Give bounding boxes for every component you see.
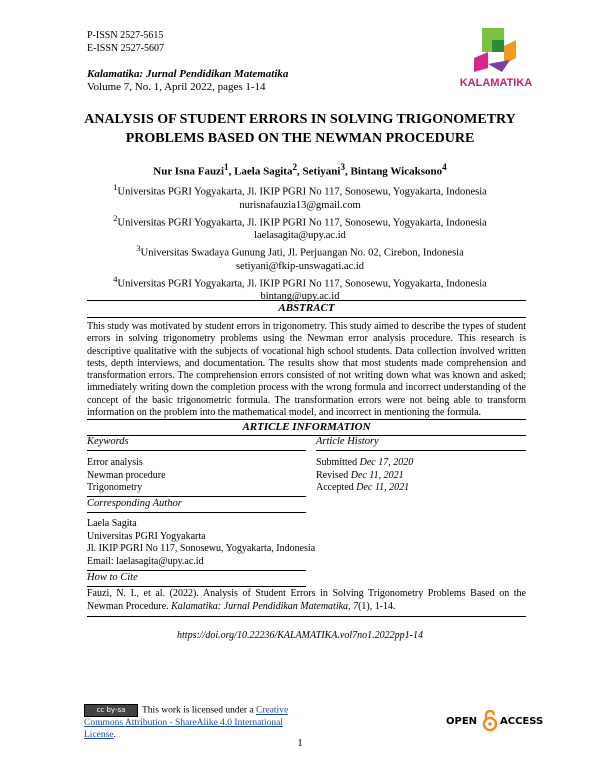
open-access-logo [446, 712, 544, 734]
eissn: E-ISSN 2527-5607 [87, 43, 164, 54]
abstract-heading: ABSTRACT [278, 302, 335, 314]
corresponding-line: Universitas PGRI Yogyakarta [87, 530, 206, 542]
journal-info [87, 68, 288, 94]
history-date: Dec 17, 2020 [359, 457, 414, 468]
affiliation [60, 212, 540, 230]
open-access-left: OPEN [446, 716, 478, 727]
license-end: . [113, 730, 116, 740]
divider [87, 300, 526, 301]
pissn: P-ISSN 2527-5615 [87, 30, 164, 41]
author-sup: 3 [340, 162, 346, 172]
affiliation-sup: 2 [113, 212, 118, 223]
affiliation-email: setiyani@fkip-unswagati.ac.id [235, 260, 365, 272]
citation-journal: Kalamatika: Jurnal Pendidikan Matematika [171, 600, 349, 612]
affiliation-sup: 1 [113, 182, 118, 192]
history-label: Revised [316, 469, 349, 481]
license-text: This work is licensed under a [142, 705, 256, 716]
doi-link[interactable]: https://doi.org/10.22236/KALAMATIKA.vol7no1.2022pp1-14 [177, 630, 423, 641]
license-link[interactable]: Creative Commons Attribution - ShareAlike 4.0 International License [84, 705, 289, 740]
citation-text: Fauzi, N. I., et al. (2022). Analysis of Student Errors in Solving Trigonometry Problems Based on the Newman Procedure. [87, 588, 526, 612]
keyword: Trigonometry [87, 482, 143, 493]
affiliation-email: bintang@upy.ac.id [260, 291, 340, 302]
article-info-heading: ARTICLE INFORMATION [242, 421, 371, 433]
affiliation-text: Universitas PGRI Yogyakarta, Jl. IKIP PGRI No 117, Sonosewu, Yogyakarta, Indonesia [117, 217, 487, 228]
divider [87, 586, 306, 587]
history-date: Dec 11, 2021 [350, 469, 404, 481]
history-item [316, 457, 413, 470]
author-sup: 1 [224, 162, 229, 172]
citation-volume: , 7 [348, 600, 359, 612]
affiliation-text: Universitas PGRI Yogyakarta, Jl. IKIP PGRI No 117, Sonosewu, Yogyakarta, Indonesia [117, 278, 487, 289]
page-number: 1 [297, 737, 303, 749]
title-line-2: PROBLEMS BASED ON THE NEWMAN PROCEDURE [125, 131, 475, 146]
divider [87, 512, 306, 513]
corresponding-line: Laela Sagita [87, 518, 137, 529]
divider [87, 419, 526, 420]
affiliation [60, 242, 540, 260]
kalamatika-logo [458, 24, 534, 94]
author-list: Nur Isna Fauzi$^1$, Laela Sagita$^2$, Setiyani$^3$, Bintang Wicaksono$^4$ [153, 162, 447, 178]
divider [87, 570, 306, 571]
keywords-heading: Keywords [87, 436, 129, 447]
issn-block [87, 29, 164, 55]
citation [87, 588, 526, 613]
citation-issue: (1), 1-14. [358, 600, 396, 612]
author-sup: 4 [442, 162, 447, 172]
affiliation [60, 273, 540, 291]
corresponding-line: Email: laelasagita@upy.ac.id [87, 555, 204, 567]
history-label: Submitted [316, 457, 358, 468]
affiliation-text: Universitas Swadaya Gunung Jati, Jl. Perjuangan No. 02, Cirebon, Indonesia [140, 247, 464, 259]
corresponding-author [87, 518, 315, 568]
paper-title [60, 110, 540, 148]
open-access-right: ACCESS [500, 716, 544, 727]
author-name: Bintang Wicaksono [350, 165, 443, 178]
history-item [316, 470, 413, 483]
affiliation-email: laelasagita@upy.ac.id [254, 230, 346, 241]
author-name: Laela Sagita [234, 165, 293, 178]
logo-wordmark: KALAMATIKA [459, 77, 533, 89]
open-lock-icon [482, 710, 498, 732]
divider [87, 450, 306, 451]
affiliation-sup: 3 [136, 243, 141, 253]
history-date: Dec 11, 2021 [356, 482, 410, 493]
keywords-list [87, 457, 166, 495]
affiliation [60, 181, 540, 199]
divider [87, 616, 526, 617]
divider [87, 317, 526, 318]
history-item [316, 482, 413, 495]
divider [87, 435, 526, 436]
cc-by-sa-badge[interactable]: cc by-sa [84, 704, 138, 717]
keyword: Newman procedure [87, 469, 166, 481]
abstract-text: This study was motivated by student errors in trigonometry. This study aimed to describe the types of student errors in solving trigonometry problems using the Newman error analysis procedure. This research is descriptive qualitative with the subjects of vocational high school students. Data collection involved written tests, depth interviews, and documentation. The results show that most students made comprehension and transformation errors. The comprehension errors consisted of not writing down what was known and asked; immediately writing down the completion process with the wrong formula and incorrect understanding of the concept of the basic trigonometric formula. The transformation errors were not being able to transform information on the problem into the mathematical model, and incorrect in mentioning the formula. [87, 321, 526, 419]
kalamatika-logo-icon [458, 24, 534, 94]
cite-heading: How to Cite [87, 572, 138, 583]
author-name: Setiyani [302, 165, 341, 178]
history-label: Accepted [316, 482, 354, 493]
history-heading: Article History [316, 436, 379, 447]
corresponding-heading: Corresponding Author [87, 498, 182, 509]
affiliation-sup: 4 [113, 273, 118, 284]
author-sup: 2 [292, 162, 298, 172]
divider [87, 496, 306, 497]
affiliations [60, 181, 540, 303]
license-block [84, 704, 304, 741]
author-name: Nur Isna Fauzi [153, 165, 224, 178]
affiliation-email: nurisnafauzia13@gmail.com [239, 199, 361, 211]
journal-volume: Volume 7, No. 1, April 2022, pages 1-14 [87, 81, 266, 93]
keyword: Error analysis [87, 457, 143, 468]
history-list [316, 457, 413, 495]
divider [316, 450, 526, 451]
corresponding-line: Jl. IKIP PGRI No 117, Sonosewu, Yogyakarta, Indonesia [87, 543, 316, 554]
journal-name: Kalamatika: Jurnal Pendidikan Matematika [87, 68, 289, 80]
title-line-1: ANALYSIS OF STUDENT ERRORS IN SOLVING TRIGONOMETRY [84, 112, 516, 127]
affiliation-text: Universitas PGRI Yogyakarta, Jl. IKIP PGRI No 117, Sonosewu, Yogyakarta, Indonesia [117, 186, 487, 198]
